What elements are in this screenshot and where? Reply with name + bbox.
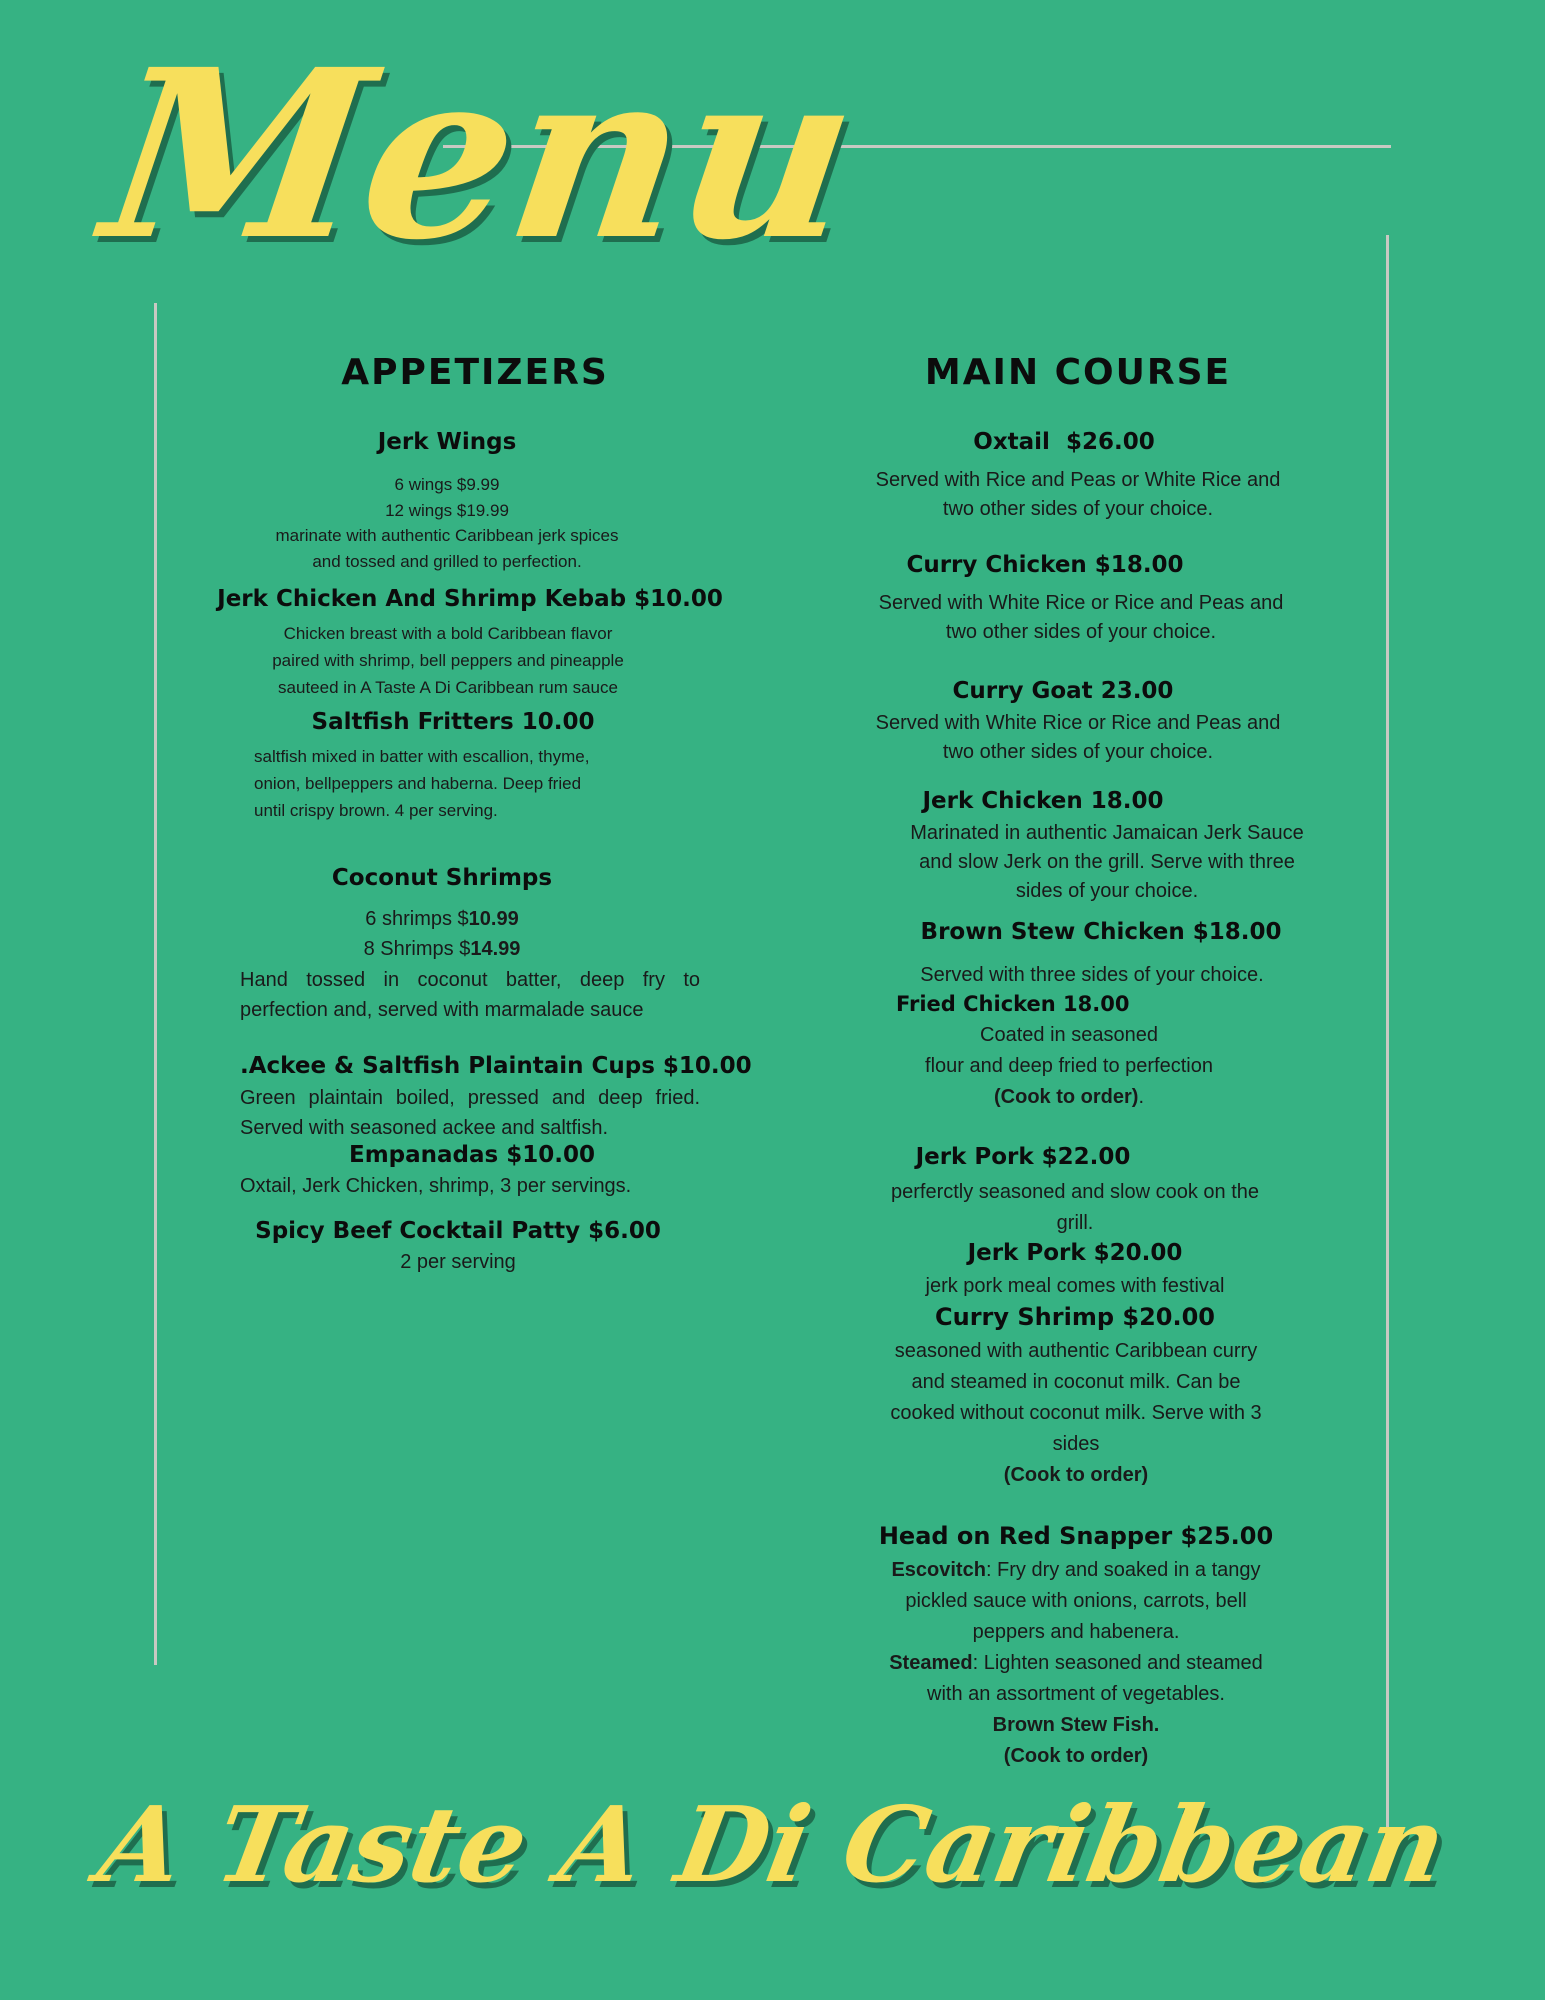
- curry-chicken-line: two other sides of your choice.: [945, 621, 1217, 643]
- coconut-shrimps-description: Hand tossed in coconut batter, deep fry to perfection and, served with marmalade sauce: [240, 969, 700, 1021]
- main-course-heading: MAIN COURSE: [924, 352, 1232, 393]
- brown-stew-chicken-name: Brown Stew Chicken $18.00: [920, 919, 1282, 945]
- kebab-line: paired with shrimp, bell peppers and pineapple: [272, 651, 624, 670]
- fritters-line: until crispy brown. 4 per serving.: [254, 801, 498, 820]
- jerk-wings-name: Jerk Wings: [377, 429, 517, 455]
- steamed-line: [826, 1648, 1326, 1679]
- jerk-wings-line: and tossed and grilled to perfection.: [312, 551, 582, 571]
- jerk-chicken-line: sides of your choice.: [1015, 880, 1199, 902]
- patty-name: Spicy Beef Cocktail Patty $6.00: [255, 1218, 661, 1244]
- jerk-wings-line: 6 wings $9.99: [394, 475, 500, 494]
- escovitch-line: [826, 1555, 1326, 1586]
- oxtail-description: [828, 466, 1328, 524]
- curry-chicken-line: Served with White Rice or Rice and Peas and: [878, 592, 1284, 614]
- kebab-line: Chicken breast with a bold Caribbean flavor: [283, 624, 613, 643]
- tagline: A Taste A Di Caribbean: [90, 1783, 1455, 1906]
- oxtail-name: Oxtail $26.00: [973, 429, 1155, 455]
- curry-goat-line: two other sides of your choice.: [942, 741, 1214, 763]
- coconut-price-value: 10.99: [468, 908, 519, 930]
- jerk-chicken-line: and slow Jerk on the grill. Serve with three: [919, 851, 1295, 873]
- jerk-chicken-name: Jerk Chicken 18.00: [922, 788, 1164, 814]
- left-rule: [154, 303, 157, 1665]
- jerk-wings-line: marinate with authentic Caribbean jerk spices: [275, 526, 619, 545]
- curry-shrimp-name: Curry Shrimp $20.00: [935, 1303, 1215, 1331]
- coconut-shrimps-name: Coconut Shrimps: [331, 865, 553, 891]
- curry-shrimp-line: cooked without coconut milk. Serve with 3: [890, 1402, 1262, 1424]
- empanadas-description: Oxtail, Jerk Chicken, shrimp, 3 per servings.: [240, 1175, 632, 1197]
- empanadas-name: Empanadas $10.00: [349, 1142, 595, 1168]
- brown-stew-chicken-line: Served with three sides of your choice.: [920, 964, 1264, 986]
- escovitch-text: : Fry dry and soaked in a tangy: [985, 1559, 1261, 1581]
- curry-shrimp-line: seasoned with authentic Caribbean curry: [894, 1340, 1258, 1362]
- ackee-description: Green plaintain boiled, pressed and deep fried. Served with seasoned ackee and saltfish.: [240, 1087, 700, 1139]
- fried-chicken-line: flour and deep fried to perfection: [925, 1055, 1213, 1077]
- coconut-shrimps-prices: [242, 904, 642, 964]
- menu-title: Menu: [90, 18, 872, 291]
- escovitch-label: Escovitch: [891, 1559, 986, 1581]
- snapper-description: [826, 1555, 1326, 1772]
- steamed-line: with an assortment of vegetables.: [927, 1683, 1225, 1705]
- fritters-description: [254, 743, 674, 824]
- oxtail-line: two other sides of your choice.: [942, 498, 1214, 520]
- coconut-price-label: 8 Shrimps $: [363, 938, 471, 960]
- jerk-pork-1-line: grill.: [1056, 1212, 1094, 1234]
- curry-goat-description: [828, 709, 1328, 767]
- coconut-price-label: 6 shrimps $: [365, 908, 469, 930]
- curry-goat-line: Served with White Rice or Rice and Peas and: [875, 712, 1281, 734]
- curry-chicken-description: [831, 589, 1331, 647]
- curry-shrimp-description: [826, 1336, 1326, 1491]
- escovitch-line: pickled sauce with onions, carrots, bell: [905, 1590, 1247, 1612]
- note-punctuation: .: [1138, 1086, 1144, 1108]
- jerk-chicken-description: [857, 819, 1357, 906]
- jerk-pork-1-line: perferctly seasoned and slow cook on the: [891, 1181, 1259, 1203]
- cook-to-order-note: (Cook to order): [994, 1086, 1139, 1108]
- snapper-name: Head on Red Snapper $25.00: [878, 1522, 1274, 1550]
- kebab-line: sauteed in A Taste A Di Caribbean rum sauce: [278, 678, 618, 697]
- patty-description: 2 per serving: [400, 1251, 516, 1273]
- brown-stew-fish: Brown Stew Fish.: [992, 1714, 1160, 1736]
- kebab-description: [198, 620, 698, 701]
- fritters-line: saltfish mixed in batter with escallion, thyme,: [254, 747, 590, 766]
- kebab-name: Jerk Chicken And Shrimp Kebab $10.00: [217, 586, 723, 612]
- cook-to-order-note: (Cook to order): [1003, 1464, 1149, 1486]
- oxtail-line: Served with Rice and Peas or White Rice and: [875, 469, 1281, 491]
- coconut-price-value: 14.99: [470, 938, 521, 960]
- fritters-line: onion, bellpeppers and haberna. Deep fried: [254, 774, 582, 793]
- curry-goat-name: Curry Goat 23.00: [952, 678, 1174, 704]
- brown-stew-chicken-description: [842, 961, 1342, 990]
- curry-shrimp-line: and steamed in coconut milk. Can be: [911, 1371, 1241, 1393]
- curry-shrimp-line: sides: [1052, 1433, 1100, 1455]
- escovitch-line: peppers and habenera.: [972, 1621, 1180, 1643]
- fried-chicken-description: [819, 1020, 1319, 1113]
- jerk-pork-2-line: jerk pork meal comes with festival: [925, 1275, 1225, 1297]
- fritters-name: Saltfish Fritters 10.00: [311, 709, 595, 735]
- curry-chicken-name: Curry Chicken $18.00: [906, 552, 1184, 578]
- coconut-price-line: [242, 904, 642, 934]
- fried-chicken-line: Coated in seasoned: [980, 1024, 1158, 1046]
- jerk-wings-line: 12 wings $19.99: [385, 500, 509, 520]
- jerk-chicken-line: Marinated in authentic Jamaican Jerk Sauce: [910, 822, 1304, 844]
- jerk-pork-2-name: Jerk Pork $20.00: [967, 1240, 1183, 1266]
- cook-to-order-note: (Cook to order): [1003, 1745, 1149, 1767]
- right-rule: [1386, 235, 1389, 1840]
- steamed-text: : Lighten seasoned and steamed: [972, 1652, 1263, 1674]
- fried-chicken-note-line: [819, 1082, 1319, 1113]
- jerk-pork-1-description: [825, 1177, 1325, 1239]
- jerk-pork-1-name: Jerk Pork $22.00: [915, 1144, 1131, 1170]
- appetizers-heading: APPETIZERS: [341, 352, 609, 393]
- jerk-wings-description: [197, 472, 697, 574]
- ackee-name: .Ackee & Saltfish Plaintain Cups $10.00: [240, 1053, 752, 1079]
- steamed-label: Steamed: [889, 1652, 973, 1674]
- jerk-pork-2-description: [825, 1272, 1325, 1301]
- coconut-price-line: [242, 934, 642, 964]
- fried-chicken-name: Fried Chicken 18.00: [896, 992, 1130, 1016]
